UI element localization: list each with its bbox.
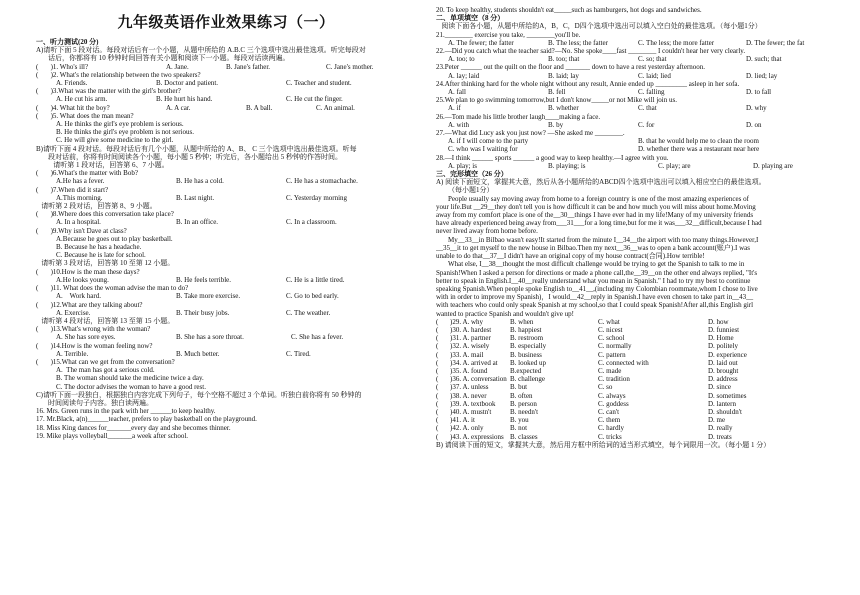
option-d: D. address (708, 375, 738, 384)
option-c: C. He is a little tired. (286, 275, 345, 284)
option-d: D. Home (708, 334, 734, 343)
answer-bracket: ( (436, 334, 439, 343)
instruction-text: A)请听下面 5 段对话。每段对话后有一个小题，从题中所给的 A.B.C 三个选项中选出最佳选项。听完每段对 (36, 46, 366, 55)
options-28 (436, 162, 836, 170)
question-1 (36, 63, 416, 71)
option-b: B. by (548, 120, 564, 129)
options-3 (36, 95, 416, 103)
option-b: B. He hurt his hand. (156, 95, 213, 104)
option-a: )30. A. hardest (450, 325, 492, 334)
passage-line: speaking Spanish.When people spoke English to__41__,(including my Colombian roommate,whom I chose to live (436, 284, 758, 293)
option-b: B. Last night. (176, 193, 215, 202)
option-a: A. Exercise. (56, 308, 91, 317)
option-a: A. Work hard. (56, 292, 101, 301)
instruction-text: B) 请阅读下面的短文，掌握其大意，然后用方框中所给词的适当形式填空，每个词限用一次。（每小题 1 分） (436, 440, 771, 449)
instruction-text: 阅读下面各小题，从题中所给的A，B，C，D四个选项中选出可以填入空白处的最佳选项。（每小题1分） (436, 22, 762, 31)
sentence-18: 18. Miss King dances for_______every day and she becomes thinner. (36, 423, 231, 432)
option-c: C. He has a stomachache. (286, 177, 358, 186)
instruction-text: （每小题1分） (448, 186, 494, 195)
option-a: A. She has sore eyes. (56, 333, 116, 342)
option-d: D. since (708, 383, 731, 392)
question-9: ( )9.Why isn't Dave at class? (36, 226, 127, 235)
passage-line: Spanish!When I asked a person for directions or made a phone call,the__39__on the other end always replied, "It's (436, 268, 758, 277)
option-a: )32. A. wisely (450, 342, 490, 351)
options-14 (36, 350, 416, 358)
passage-line: with teachers who could only speak Spanish at my school,so that I could speak Spanish!After all,this English girl (436, 301, 754, 310)
passage-line: wanted to practice Spanish and wouldn't give up! (436, 309, 574, 318)
option-a: A. He thinks the girl's eye problem is serious. (56, 120, 184, 129)
option-a: )39. A. textbook (450, 399, 496, 408)
section-listening-heading: 一、听力测试(20 分) (36, 38, 99, 46)
option-c: C. so (598, 383, 613, 392)
option-b: B. too; that (548, 55, 580, 64)
question-stem: ( )1. Who's ill? (36, 62, 89, 71)
passage-line: with in order to improve my Spanish)，I would__42__reply in Spanish.I have even chosen to take part in__43__ (436, 293, 754, 302)
answer-bracket: ( (436, 399, 439, 408)
passage-line: away from my comfort place is one of the__30__things I have ever had in my life!Many of my university friends (436, 211, 754, 220)
passage-line: People usually say moving away from home to a foreign country is one of the most amazing experiences of (448, 194, 749, 203)
option-d: D. The fewer; the fat (746, 38, 805, 47)
instruction-text: C)请听下面一段独白，根据独白内容完成下列句子，每个空格不超过 3 个单词。听独白前你将有 50 秒钟的 (36, 390, 362, 399)
section-single-choice-heading: 二、单项填空（8 分） (436, 14, 505, 23)
option-a: A. Terrible. (56, 349, 89, 358)
question-26: 26.—Tom made his little brother laugh____making a face. (436, 112, 601, 121)
option-a: )36. A. conversation (450, 375, 507, 384)
option-d: D. funniest (708, 325, 740, 334)
option-a: )40. A. mustn't (450, 407, 492, 416)
instruction-text: 请听第 4 段对话，回答第 13 至第 15 小题。 (36, 316, 175, 325)
instruction-text: 段对话前，你将有时间阅读各个小题，每小题 5 秒钟；听完后，各小题给出 5 秒钟的作答时间。 (48, 152, 342, 161)
option-b: B. especially (510, 342, 547, 351)
option-d: D. treats (708, 432, 732, 441)
option-a: A. The man has got a serious cold. (56, 366, 155, 375)
option-d: D. to fall (746, 88, 772, 97)
option-b: B. Take more exercise. (176, 292, 241, 301)
question-5: ( )5. What does the man mean? (36, 111, 134, 120)
option-c: C. The weather. (286, 308, 331, 317)
option-b: B. A ball. (246, 103, 273, 112)
options-25 (436, 104, 836, 112)
question-22: 22.—Did you catch what the teacher said?—No. She spoke____fast ________ I couldn't hear her very clearly. (436, 47, 746, 56)
passage-line: __35__it to get myself to the new house in Bilbao.Then my next__36__was to open a bank account(账户).I was (436, 243, 750, 252)
option-a: A. Friends. (56, 79, 88, 88)
option-a: A.He has a fever. (56, 177, 105, 186)
cloze-choice-row (436, 424, 836, 432)
option-d: D. me (708, 416, 726, 425)
option-b: B. that he would help me to clean the room (638, 137, 759, 146)
option-a: A. In a hospital. (56, 218, 101, 227)
option-c: C. Jane's mother. (326, 62, 374, 71)
option-c: C. Go to bed early. (286, 292, 339, 301)
passage-line: What else, I__38__thought the most difficult challenge would be trying to get the Spanish to talk to me in (448, 260, 745, 269)
question-2: ( )2. What's the relationship between the two speakers? (36, 70, 201, 79)
option-b: B. you (510, 416, 529, 425)
option-b: B. person (510, 399, 537, 408)
instruction-text: 请听第 2 段对话，回答第 8、9 小题。 (36, 202, 157, 211)
options-26 (436, 121, 836, 129)
sentence-20: 20. To keep healthy, students shouldn't eat_____such as hamburgers, hot dogs and sandwiches. (436, 6, 702, 14)
option-b: B. Because he has a headache. (56, 243, 142, 252)
cloze-choice-row (436, 334, 836, 342)
question-28: 28.—I think ______ sports ______ a good way to keep healthy.—I agree with you. (436, 153, 669, 162)
question-24: 24.After thinking hard for the whole night without any result, Annie ended up _________ asleep in her sofa. (436, 79, 740, 88)
option-c: C. In a classroom. (286, 218, 337, 227)
option-d: D. why (746, 104, 767, 113)
option-c: C. laid; lied (638, 71, 671, 80)
cloze-choice-row (436, 383, 836, 391)
question-7: ( )7.When did it start? (36, 185, 109, 194)
options-23 (436, 72, 836, 80)
option-b: B. needn't (510, 407, 539, 416)
answer-bracket: ( (436, 391, 439, 400)
cloze-choice-row (436, 342, 836, 350)
option-c: C. connected with (598, 358, 649, 367)
option-a: )29. A. why (450, 317, 484, 326)
option-b: B. Their busy jobs. (176, 308, 230, 317)
option-a: )37. A. unless (450, 383, 489, 392)
answer-bracket: ( (436, 383, 439, 392)
question-15: ( )15.What can we get from the conversation? (36, 357, 175, 366)
option-b: B. laid; lay (548, 71, 579, 80)
sentence-17: 17. Mr.Black, a(n)______teacher, prefers to play basketball on the playground. (36, 415, 257, 424)
option-b: B. happiest (510, 325, 542, 334)
option-b: B. Doctor and patient. (156, 79, 219, 88)
answer-bracket: ( (436, 350, 439, 359)
options-2 (36, 79, 416, 87)
option-c: C. them (598, 416, 621, 425)
options-13 (36, 333, 416, 341)
question-10: ( )10.How is the man these days? (36, 267, 140, 276)
option-b: B. restroom (510, 334, 544, 343)
passage-line: have already experienced being away from___31___for a long time,but for me it was___32__difficult,because I had (436, 219, 762, 228)
cloze-choice-row (436, 433, 836, 441)
option-d: D. lantern (708, 399, 736, 408)
cloze-choice-row (436, 392, 836, 400)
option-c: C. school (598, 334, 625, 343)
question-3: ( )3.What was the matter with the girl's brother? (36, 87, 181, 96)
option-c: C. falling (638, 88, 665, 97)
instruction-text: 请听第 3 段对话，回答第 10 至第 12 小题。 (36, 259, 175, 268)
option-a: A. lay; laid (448, 71, 480, 80)
option-b: B. He feels terrible. (176, 275, 232, 284)
option-c: C. pattern (598, 350, 626, 359)
answer-bracket: ( (436, 424, 439, 433)
option-b: B. looked up (510, 358, 546, 367)
option-c: C. The doctor advises the woman to have a good rest. (56, 382, 206, 391)
instruction-text: 时间阅读句子内容。独白读两遍。 (48, 398, 153, 407)
option-c: C. so; that (638, 55, 667, 64)
option-c: C. normally (598, 342, 632, 351)
answer-bracket: ( (436, 342, 439, 351)
option-c: C. who was I waiting for (448, 145, 518, 154)
option-a: A. too; to (448, 55, 475, 64)
cloze-choice-row (436, 416, 836, 424)
option-a: )33. A. mail (450, 350, 484, 359)
sentence-16: 16. Mrs. Green runs in the park with her ______to keep healthy. (36, 407, 216, 416)
option-a: )43. A. expressions (450, 432, 504, 441)
question-4 (36, 104, 416, 112)
option-d: D. brought (708, 366, 739, 375)
option-a: A.He looks young. (56, 275, 109, 284)
option-b: B. when (510, 317, 534, 326)
cloze-choice-row (436, 351, 836, 359)
option-c: C. nicest (598, 325, 623, 334)
option-c: C. Because he is late for school. (56, 251, 146, 260)
left-column (36, 6, 416, 440)
cloze-passage (436, 195, 836, 318)
cloze-choice-row (436, 375, 836, 383)
question-12: ( )12.What are they talking about? (36, 300, 143, 309)
options-6 (36, 177, 416, 185)
option-c: C. what (598, 317, 620, 326)
option-d: D. shouldn't (708, 407, 742, 416)
option-c: C. The less; the more fatter (638, 38, 715, 47)
option-b: B. He thinks the girl's eye problem is not serious. (56, 128, 194, 137)
answer-bracket: ( (436, 407, 439, 416)
option-c: C. hardly (598, 424, 625, 433)
answer-bracket: ( (436, 416, 439, 425)
option-c: C. Tired. (286, 349, 311, 358)
option-c: C. tradition (598, 375, 630, 384)
options-27-cd (436, 145, 836, 153)
option-b: B. not (510, 424, 528, 433)
options-12 (36, 309, 416, 317)
question-27: 27.—What did Lucy ask you just now? —She asked me ________. (436, 129, 625, 138)
answer-bracket: ( (436, 317, 439, 326)
options-8 (36, 218, 416, 226)
instruction-text: 话后，你都将有 10 秒钟时间回答有关小题和阅读下一小题。每段对话读两遍。 (48, 54, 290, 63)
option-b: B. She has a sore throat. (176, 333, 244, 342)
option-a: A.Because he goes out to play basketball. (56, 234, 173, 243)
option-d: D. politely (708, 342, 738, 351)
option-c: C. He cut the finger. (286, 95, 343, 104)
option-b: B. whether (548, 104, 579, 113)
option-c: C. for (638, 120, 655, 129)
option-b: B. but (510, 383, 528, 392)
option-a: A. Jane. (166, 62, 189, 71)
page-title: 九年级英语作业效果练习（一） (117, 15, 335, 31)
option-d: D. on (746, 120, 762, 129)
option-d: D. sometimes (708, 391, 747, 400)
options-7 (36, 194, 416, 202)
option-d: D. such; that (746, 55, 782, 64)
option-b: B. classes (510, 432, 538, 441)
passage-line: never lived away from home before. (436, 227, 538, 236)
cloze-choice-row (436, 318, 836, 326)
passage-line: better to speak in English.I__40__really understand what you mean in Spanish." I had to try my best to continue (436, 276, 751, 285)
option-d: D. lied; lay (746, 71, 778, 80)
option-d: D. how (708, 317, 729, 326)
option-d: D. experience (708, 350, 747, 359)
option-a: A. if I will come to the party (448, 137, 529, 146)
option-c: C. that (638, 104, 657, 113)
option-b: B.expected (510, 366, 542, 375)
option-b: B. In an office. (176, 218, 219, 227)
right-column (436, 6, 836, 449)
question-14: ( )14.How is the woman feeling now? (36, 341, 153, 350)
question-13: ( )13.What's wrong with the woman? (36, 325, 151, 334)
answer-bracket: ( (436, 366, 439, 375)
option-b: B. The less; the fatter (548, 38, 608, 47)
option-c: C. made (598, 366, 622, 375)
instruction-text: 请听第 1 段对话，回答第 6、7 小题。 (48, 161, 169, 170)
cloze-choices (436, 318, 836, 441)
instruction-text: B)请听下面 4 段对话。每段对话后有几个小题，从题中所给的 A、B、 C 三个选项中选出最佳选项。听每 (36, 144, 357, 153)
option-a: A. The fewer; the fatter (448, 38, 514, 47)
sentence-19: 19. Mike plays volleyball_______a week after school. (36, 431, 189, 440)
question-stem: ( )4. What hit the boy? (36, 103, 110, 112)
option-b: B. Much better. (176, 349, 220, 358)
option-c: C. can't (598, 407, 620, 416)
option-b: B. He has a cold. (176, 177, 224, 186)
option-c: C. play; are (658, 161, 691, 170)
question-23: 23.Peter ______ out the quilt on the floor and _______ down to have a rest yesterday afternoon. (436, 63, 706, 72)
option-d: D. really (708, 424, 733, 433)
option-a: )38. A. never (450, 391, 487, 400)
question-25: 25.We plan to go swimming tomorrow,but I don't know_____or not Mike will join us. (436, 96, 677, 105)
option-a: )34. A. arrived at (450, 358, 498, 367)
options-11 (36, 292, 416, 300)
cloze-choice-row (436, 326, 836, 334)
option-a: )41. A. it (450, 416, 475, 425)
question-21: 21.________ exercise you take, ________you'll be. (436, 30, 581, 39)
question-6: ( )6.What's the matter with Bob? (36, 169, 138, 178)
option-a: A. play; is (448, 161, 477, 170)
answer-bracket: ( (436, 358, 439, 367)
option-b: B. business (510, 350, 542, 359)
cloze-choice-row (436, 359, 836, 367)
passage-line: unable to do that__37__I didn't have an original copy of my house contract(合同).How terrible! (436, 252, 705, 261)
option-a: )35. A. found (450, 366, 488, 375)
option-c: C. Yesterday morning (286, 193, 348, 202)
options-10 (36, 276, 416, 284)
option-c: C. She has a fever. (291, 333, 344, 342)
option-d: D. laid out (708, 358, 738, 367)
option-b: B. playing; is (548, 161, 586, 170)
option-a: A. He cut his arm. (56, 95, 108, 104)
option-a: )31. A. partner (450, 334, 491, 343)
option-c: C. always (598, 391, 626, 400)
cloze-choice-row (436, 408, 836, 416)
option-b: B. The woman should take the medicine twice a day. (56, 374, 204, 383)
instruction-text: A) 阅读下面短文，掌握其大意，然后从各小题所给的ABCD四个选项中选出可以填入相应空白的最佳选项。 (436, 178, 766, 187)
passage-line: your life.But __29__they don't tell you is how difficult it can be and how much you will miss about home.Moving (436, 202, 756, 211)
options-21 (436, 39, 836, 47)
answer-bracket: ( (436, 375, 439, 384)
answer-bracket: ( (436, 432, 439, 441)
option-a: A. if (448, 104, 461, 113)
option-d: D. whether there was a restaurant near here (638, 145, 760, 154)
options-24 (436, 88, 836, 96)
option-c: C. goddess (598, 399, 629, 408)
option-c: C. He will give some medicine to the girl. (56, 136, 174, 145)
option-c: C. tricks (598, 432, 622, 441)
option-a: A. A car. (166, 103, 191, 112)
cloze-choice-row (436, 400, 836, 408)
section-cloze-heading: 三、完形填空（26 分） (436, 170, 508, 179)
question-11: ( )11. What does the woman advise the man to do? (36, 284, 189, 293)
option-b: B. fell (548, 88, 566, 97)
option-b: B. challenge (510, 375, 545, 384)
option-c: C. Teacher and student. (286, 79, 352, 88)
option-a: A.This morning. (56, 193, 103, 202)
options-22 (436, 55, 836, 63)
question-8: ( )8.Where does this conversation take place? (36, 210, 174, 219)
option-a: A. fall (448, 88, 466, 97)
option-d: D. playing are (753, 161, 793, 170)
option-a: A. with (448, 120, 469, 129)
answer-bracket: ( (436, 325, 439, 334)
option-a: )42. A. only (450, 424, 484, 433)
option-b: B. Jane's father. (226, 62, 271, 71)
passage-line: My__33__in Bilbao wasn't easy!It started from the minute I__34__the airport with too many things.However,I (448, 235, 759, 244)
cloze-choice-row (436, 367, 836, 375)
option-c: C. An animal. (316, 103, 355, 112)
option-b: B. often (510, 391, 533, 400)
options-27-ab (436, 137, 836, 145)
